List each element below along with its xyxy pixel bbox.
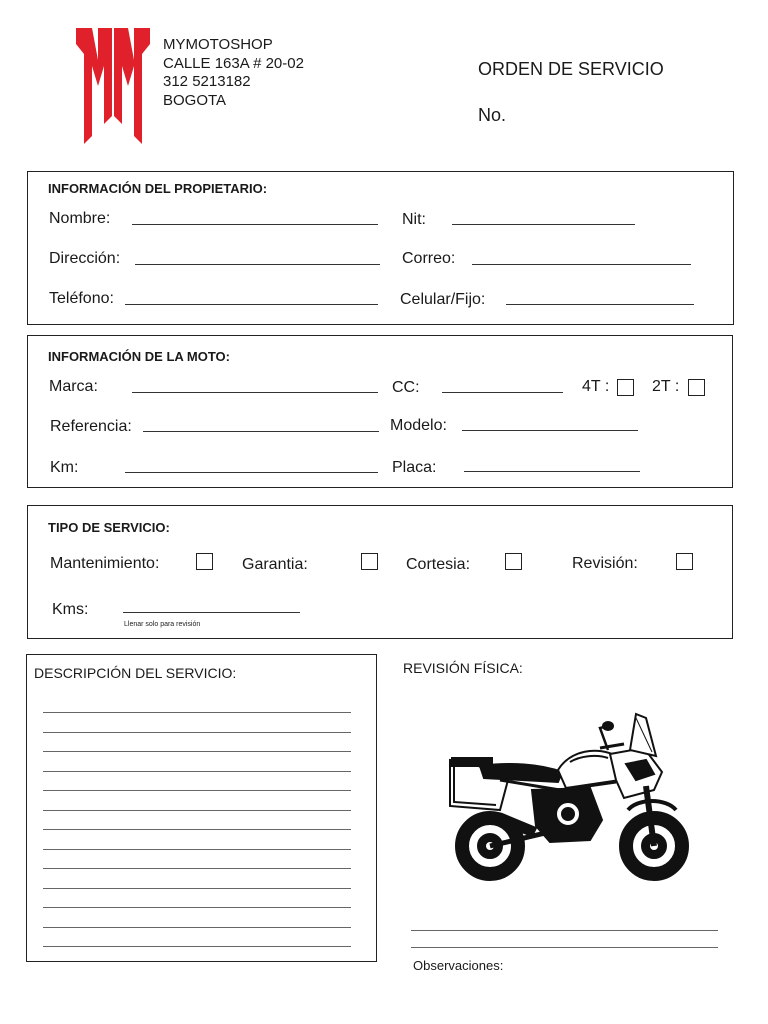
modelo-field[interactable] xyxy=(462,430,638,431)
referencia-label: Referencia: xyxy=(50,418,132,435)
celular-label: Celular/Fijo: xyxy=(400,291,486,308)
order-number-label: No. xyxy=(478,105,507,125)
description-section xyxy=(26,654,377,962)
description-line[interactable] xyxy=(43,849,351,850)
shop-info xyxy=(163,36,304,110)
nombre-field[interactable] xyxy=(132,224,378,225)
mm-logo-icon xyxy=(72,24,154,146)
revision-checkbox[interactable] xyxy=(676,553,693,570)
description-line[interactable] xyxy=(43,907,351,908)
four-t-checkbox[interactable] xyxy=(617,379,634,396)
description-line[interactable] xyxy=(43,888,351,889)
owner-section-title: INFORMACIÓN DEL PROPIETARIO: xyxy=(48,181,268,196)
kms-field[interactable] xyxy=(123,612,300,613)
description-line[interactable] xyxy=(43,868,351,869)
shop-name: MYMOTOSHOP xyxy=(163,36,273,53)
two-t-label: 2T : xyxy=(652,378,680,395)
mantenimiento-label: Mantenimiento: xyxy=(50,555,160,572)
cc-label: CC: xyxy=(392,379,420,396)
marca-label: Marca: xyxy=(49,378,98,395)
direccion-field[interactable] xyxy=(135,264,380,265)
telefono-field[interactable] xyxy=(125,304,378,305)
description-line[interactable] xyxy=(43,771,351,772)
cc-field[interactable] xyxy=(442,392,563,393)
description-line[interactable] xyxy=(43,829,351,830)
description-line[interactable] xyxy=(43,732,351,733)
nombre-label: Nombre: xyxy=(49,210,111,227)
cortesia-checkbox[interactable] xyxy=(505,553,522,570)
garantia-checkbox[interactable] xyxy=(361,553,378,570)
description-line[interactable] xyxy=(43,810,351,811)
observaciones-label: Observaciones: xyxy=(413,958,504,973)
shop-phone: 312 5213182 xyxy=(163,73,251,90)
kms-hint: Llenar solo para revisión xyxy=(124,621,201,628)
km-field[interactable] xyxy=(125,472,378,473)
four-t-label: 4T : xyxy=(582,378,610,395)
placa-field[interactable] xyxy=(464,471,640,472)
observaciones-line-2[interactable] xyxy=(411,947,718,948)
mantenimiento-checkbox[interactable] xyxy=(196,553,213,570)
direccion-label: Dirección: xyxy=(49,250,121,267)
description-line[interactable] xyxy=(43,751,351,752)
motorcycle-icon xyxy=(440,710,700,888)
telefono-label: Teléfono: xyxy=(49,290,114,307)
description-line[interactable] xyxy=(43,946,351,947)
description-line[interactable] xyxy=(43,927,351,928)
nit-label: Nit: xyxy=(402,211,426,228)
celular-field[interactable] xyxy=(506,304,694,305)
description-line[interactable] xyxy=(43,790,351,791)
modelo-label: Modelo: xyxy=(390,417,447,434)
physical-review-title: REVISIÓN FÍSICA: xyxy=(403,660,523,676)
description-title: DESCRIPCIÓN DEL SERVICIO: xyxy=(34,665,237,681)
kms-label: Kms: xyxy=(52,601,89,618)
garantia-label: Garantia: xyxy=(242,556,308,573)
km-label: Km: xyxy=(50,459,79,476)
placa-label: Placa: xyxy=(392,459,437,476)
revision-label: Revisión: xyxy=(572,555,638,572)
shop-city: BOGOTA xyxy=(163,91,227,109)
correo-label: Correo: xyxy=(402,250,456,267)
nit-field[interactable] xyxy=(452,224,635,225)
two-t-checkbox[interactable] xyxy=(688,379,705,396)
shop-address: CALLE 163A # 20-02 xyxy=(163,54,304,72)
document-title: ORDEN DE SERVICIO xyxy=(478,59,664,79)
service-section-title: TIPO DE SERVICIO: xyxy=(48,520,170,535)
marca-field[interactable] xyxy=(132,392,378,393)
cortesia-label: Cortesia: xyxy=(406,556,471,573)
moto-section-title: INFORMACIÓN DE LA MOTO: xyxy=(48,349,230,364)
referencia-field[interactable] xyxy=(143,431,379,432)
correo-field[interactable] xyxy=(472,264,691,265)
observaciones-line-1[interactable] xyxy=(411,930,718,931)
description-line[interactable] xyxy=(43,712,351,713)
